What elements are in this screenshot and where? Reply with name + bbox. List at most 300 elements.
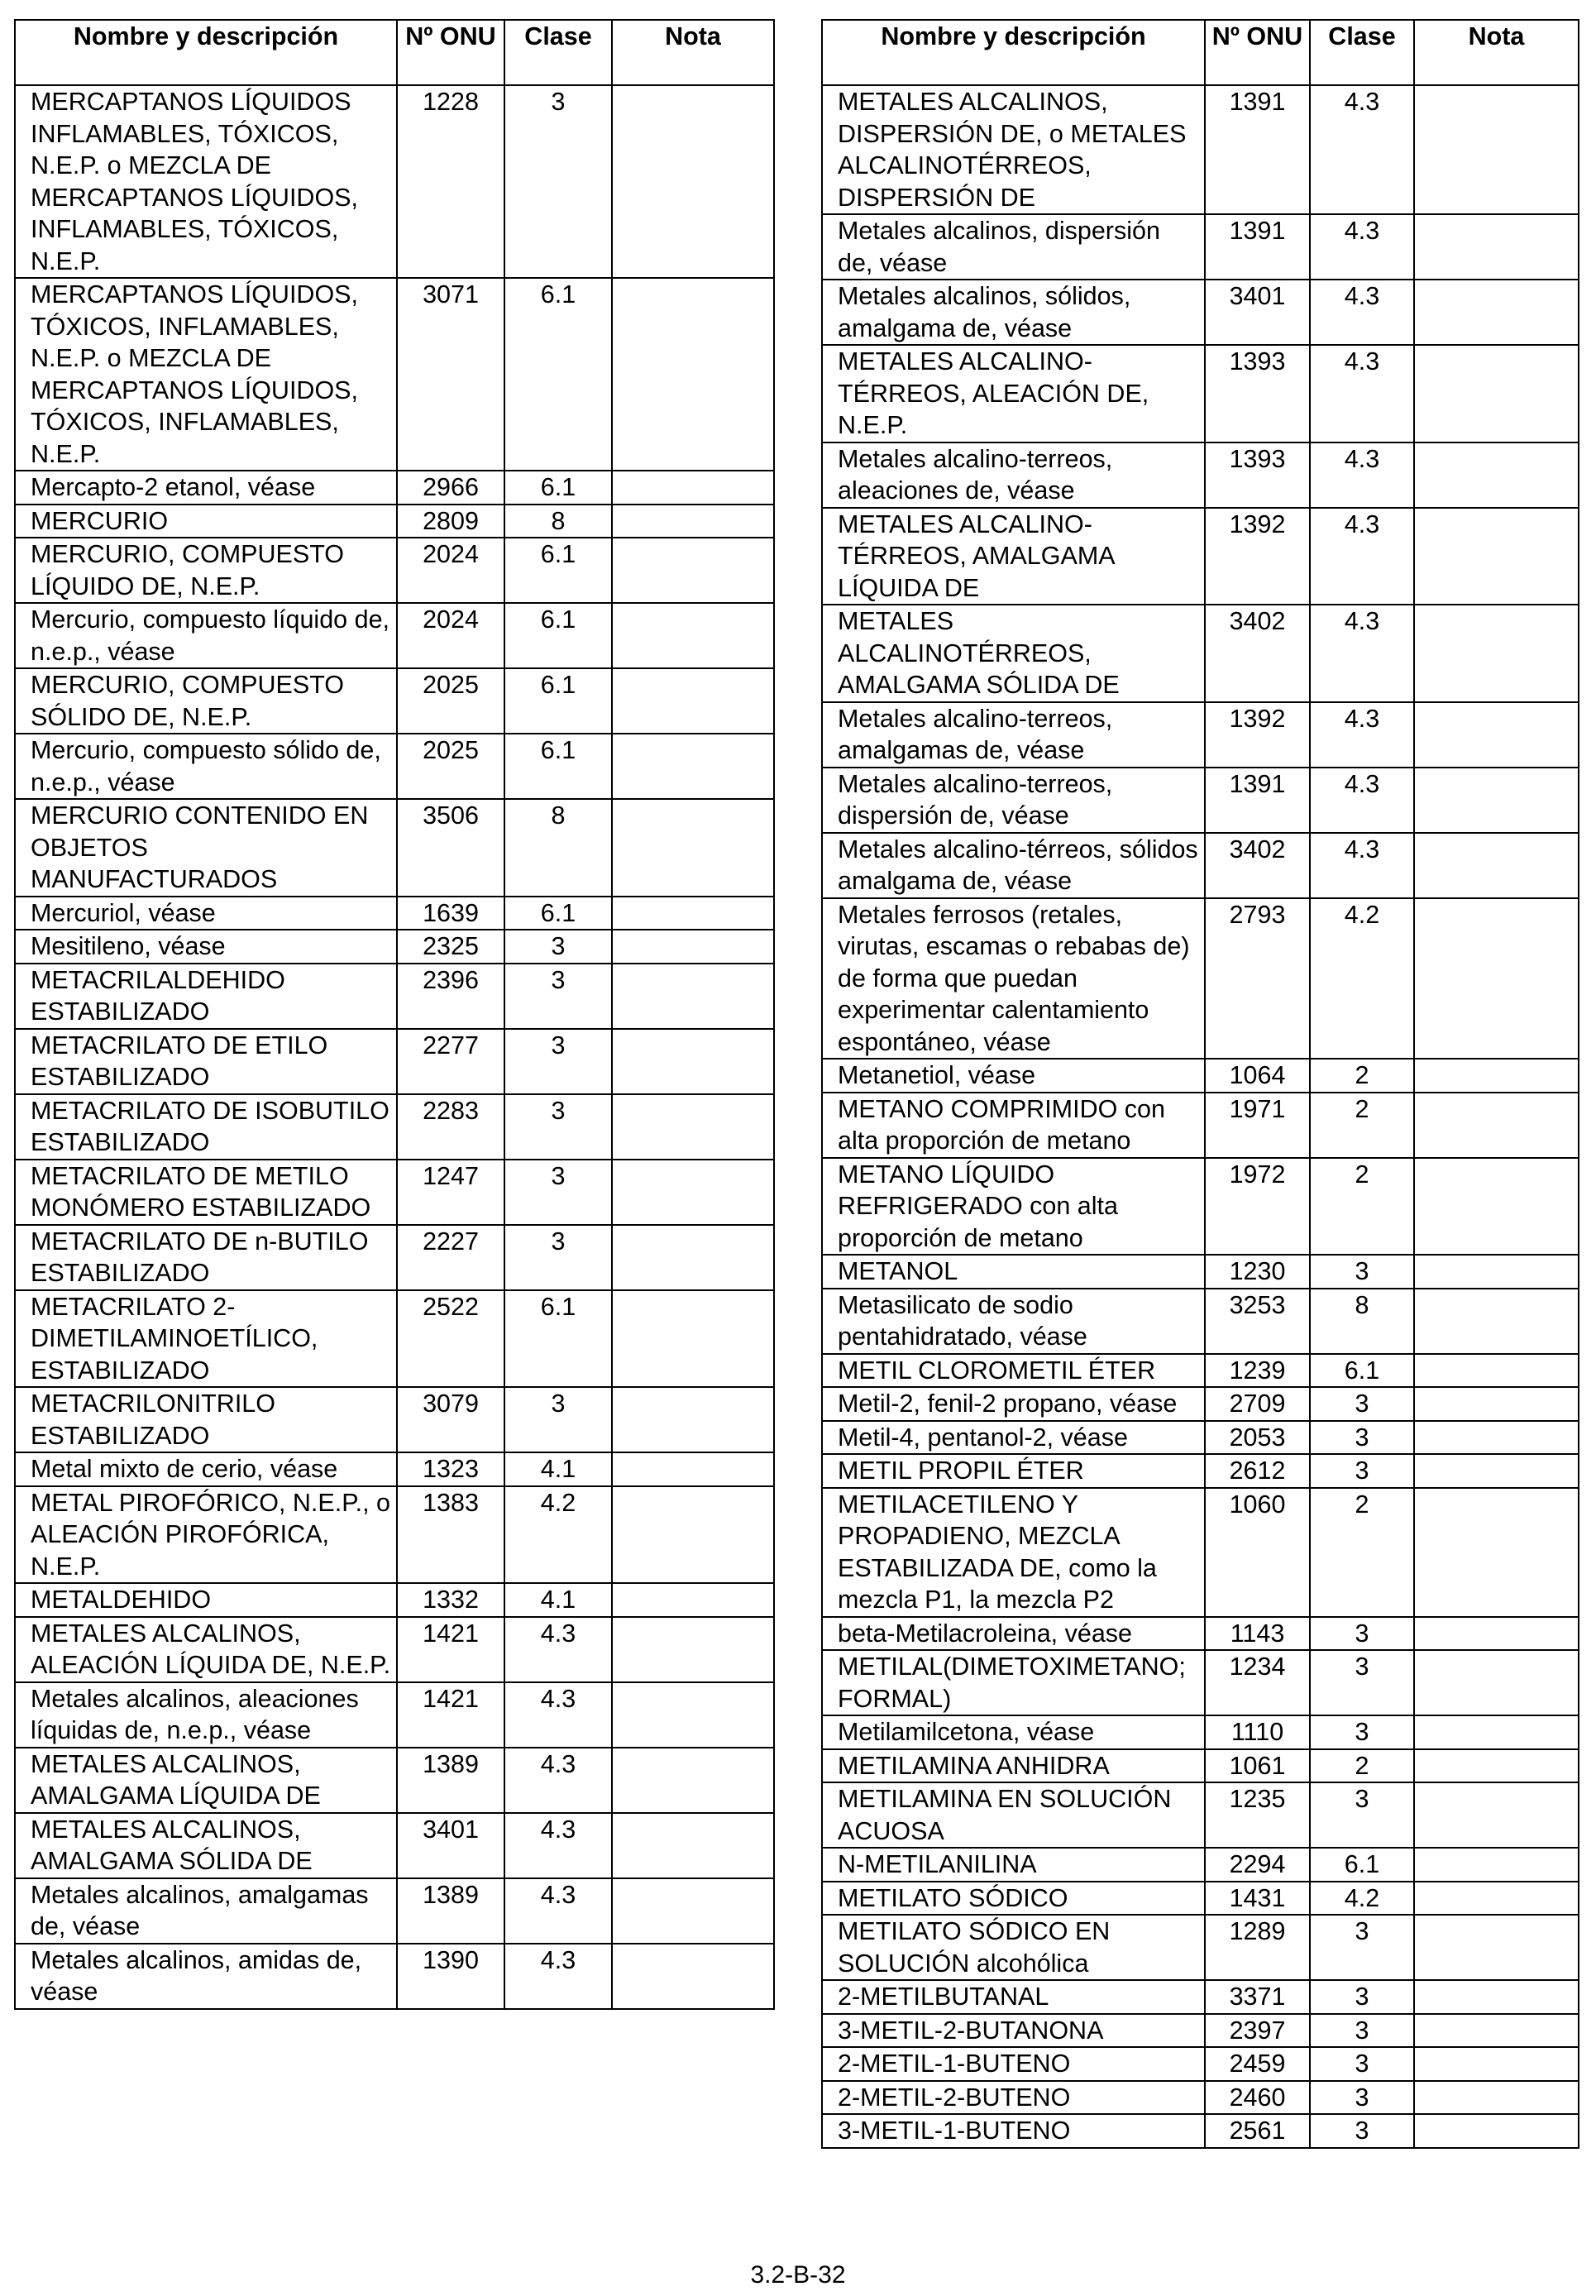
cell-un-number: 1332 <box>397 1583 504 1617</box>
table-row <box>822 214 1579 280</box>
table-row <box>15 1486 774 1584</box>
cell-note <box>612 1290 774 1388</box>
table-row <box>822 2047 1579 2081</box>
cell-name: Metil-4, pentanol-2, véase <box>822 1421 1205 1455</box>
cell-name: METANOL <box>822 1255 1205 1289</box>
table-row <box>15 603 774 668</box>
cell-class: 3 <box>1310 1454 1414 1488</box>
table-row <box>822 1488 1579 1617</box>
cell-class: 4.3 <box>1310 702 1414 768</box>
cell-class: 3 <box>1310 1980 1414 2014</box>
cell-note <box>1414 1882 1579 1916</box>
cell-un-number: 1391 <box>1205 214 1310 280</box>
cell-name: METACRILATO DE n-BUTILO ESTABILIZADO <box>15 1225 397 1290</box>
table-row <box>822 1354 1579 1388</box>
cell-class: 4.3 <box>1310 768 1414 833</box>
cell-un-number: 1393 <box>1205 442 1310 508</box>
cell-name: Metales alcalinos, amalgamas de, véase <box>15 1878 397 1944</box>
cell-note <box>1414 1650 1579 1715</box>
cell-class: 4.3 <box>1310 508 1414 605</box>
cell-name: METALES ALCALINOS, DISPERSIÓN DE, o METALES ALCALINOTÉRREOS, DISPERSIÓN DE <box>822 85 1205 214</box>
cell-class: 3 <box>1310 1715 1414 1749</box>
header-class: Clase <box>504 20 612 85</box>
cell-name: Metales alcalinos, dispersión de, véase <box>822 214 1205 280</box>
cell-name: Metales ferrosos (retales, virutas, escamas o rebabas de) de forma que puedan experimentar calentamiento espontáneo, véase <box>822 898 1205 1060</box>
cell-un-number: 3253 <box>1205 1289 1310 1354</box>
right-goods-table <box>821 19 1579 2149</box>
cell-name: METACRILALDEHIDO ESTABILIZADO <box>15 964 397 1029</box>
cell-un-number: 1421 <box>397 1682 504 1748</box>
cell-class: 3 <box>504 1225 612 1290</box>
table-row <box>15 930 774 964</box>
cell-un-number: 1230 <box>1205 1255 1310 1289</box>
cell-name: METACRILATO 2-DIMETILAMINOETÍLICO, ESTABILIZADO <box>15 1290 397 1388</box>
cell-note <box>1414 898 1579 1060</box>
cell-class: 8 <box>1310 1289 1414 1354</box>
cell-un-number: 1061 <box>1205 1749 1310 1783</box>
cell-note <box>1414 2014 1579 2048</box>
cell-name: METIL CLOROMETIL ÉTER <box>822 1354 1205 1388</box>
cell-class: 6.1 <box>504 471 612 505</box>
cell-name: 2-METIL-2-BUTENO <box>822 2081 1205 2115</box>
cell-un-number: 2024 <box>397 603 504 668</box>
cell-class: 3 <box>504 1387 612 1452</box>
cell-name: METALES ALCALINOS, AMALGAMA SÓLIDA DE <box>15 1813 397 1878</box>
cell-un-number: 2612 <box>1205 1454 1310 1488</box>
cell-un-number: 2809 <box>397 505 504 538</box>
cell-note <box>612 897 774 930</box>
cell-name: METIL PROPIL ÉTER <box>822 1454 1205 1488</box>
table-row <box>15 1452 774 1486</box>
table-row <box>15 278 774 471</box>
cell-class: 3 <box>1310 1255 1414 1289</box>
cell-note <box>1414 85 1579 214</box>
cell-class: 3 <box>1310 2081 1414 2115</box>
table-row <box>822 442 1579 508</box>
cell-class: 2 <box>1310 1158 1414 1256</box>
cell-name: Metales alcalino-terreos, aleaciones de, véase <box>822 442 1205 508</box>
cell-un-number: 2025 <box>397 668 504 734</box>
cell-class: 3 <box>1310 1617 1414 1651</box>
cell-note <box>1414 1059 1579 1093</box>
cell-note <box>1414 1715 1579 1749</box>
cell-un-number: 2283 <box>397 1094 504 1160</box>
cell-note <box>612 1160 774 1225</box>
cell-un-number: 2277 <box>397 1029 504 1094</box>
table-row <box>822 1915 1579 1980</box>
cell-un-number: 1383 <box>397 1486 504 1584</box>
cell-un-number: 2294 <box>1205 1848 1310 1882</box>
table-row <box>822 702 1579 768</box>
cell-name: Metilamilcetona, véase <box>822 1715 1205 1749</box>
cell-class: 2 <box>1310 1059 1414 1093</box>
cell-note <box>1414 1387 1579 1421</box>
cell-name: MERCAPTANOS LÍQUIDOS, TÓXICOS, INFLAMABLES, N.E.P. o MEZCLA DE MERCAPTANOS LÍQUIDOS, TÓXICOS, INFLAMABLES, N.E.P. <box>15 278 397 471</box>
cell-note <box>612 1813 774 1878</box>
cell-note <box>612 1029 774 1094</box>
cell-class: 3 <box>504 1094 612 1160</box>
cell-note <box>1414 1454 1579 1488</box>
cell-class: 3 <box>1310 2047 1414 2081</box>
table-row <box>822 1255 1579 1289</box>
cell-un-number: 1228 <box>397 85 504 278</box>
left-table-body <box>15 85 774 2009</box>
cell-name: Mercurio, compuesto líquido de, n.e.p., véase <box>15 603 397 668</box>
table-row <box>822 1387 1579 1421</box>
cell-name: METACRILATO DE ISOBUTILO ESTABILIZADO <box>15 1094 397 1160</box>
cell-note <box>1414 1980 1579 2014</box>
cell-note <box>1414 1289 1579 1354</box>
cell-name: METALES ALCALINOTÉRREOS, AMALGAMA SÓLIDA DE <box>822 605 1205 702</box>
cell-name: METILATO SÓDICO <box>822 1882 1205 1916</box>
cell-name: METALES ALCALINO-TÉRREOS, AMALGAMA LÍQUIDA DE <box>822 508 1205 605</box>
table-row <box>15 1813 774 1878</box>
table-row <box>15 1878 774 1944</box>
table-row <box>15 897 774 930</box>
cell-name: METAL PIROFÓRICO, N.E.P., o ALEACIÓN PIROFÓRICA, N.E.P. <box>15 1486 397 1584</box>
cell-note <box>1414 508 1579 605</box>
cell-note <box>612 1387 774 1452</box>
cell-note <box>1414 1617 1579 1651</box>
table-row <box>15 1617 774 1682</box>
cell-name: METILACETILENO Y PROPADIENO, MEZCLA ESTABILIZADA DE, como la mezcla P1, la mezcla P2 <box>822 1488 1205 1617</box>
table-row <box>15 1029 774 1094</box>
cell-class: 4.3 <box>504 1682 612 1748</box>
table-row <box>822 1848 1579 1882</box>
cell-class: 3 <box>1310 1782 1414 1848</box>
cell-note <box>1414 1915 1579 1980</box>
cell-un-number: 2024 <box>397 538 504 603</box>
cell-note <box>1414 280 1579 345</box>
cell-class: 4.3 <box>504 1617 612 1682</box>
cell-un-number: 2561 <box>1205 2114 1310 2148</box>
cell-class: 3 <box>504 85 612 278</box>
table-row <box>822 833 1579 898</box>
cell-note <box>1414 1158 1579 1256</box>
left-goods-table <box>14 19 775 2010</box>
cell-name: MERCURIO, COMPUESTO LÍQUIDO DE, N.E.P. <box>15 538 397 603</box>
table-row <box>822 1454 1579 1488</box>
cell-class: 6.1 <box>504 668 612 734</box>
cell-un-number: 1289 <box>1205 1915 1310 1980</box>
cell-class: 3 <box>504 1029 612 1094</box>
cell-note <box>612 538 774 603</box>
cell-class: 3 <box>1310 1650 1414 1715</box>
cell-note <box>612 1748 774 1813</box>
cell-note <box>612 1682 774 1748</box>
cell-name: METILAL(DIMETOXIMETANO; FORMAL) <box>822 1650 1205 1715</box>
cell-note <box>1414 1255 1579 1289</box>
table-row <box>15 799 774 897</box>
cell-class: 3 <box>504 930 612 964</box>
table-row <box>15 668 774 734</box>
cell-name: METACRILONITRILO ESTABILIZADO <box>15 1387 397 1452</box>
cell-name: METILAMINA EN SOLUCIÓN ACUOSA <box>822 1782 1205 1848</box>
table-row <box>822 1882 1579 1916</box>
cell-un-number: 3401 <box>397 1813 504 1878</box>
cell-name: Metales alcalinos, sólidos, amalgama de, véase <box>822 280 1205 345</box>
cell-note <box>612 930 774 964</box>
table-row <box>822 1715 1579 1749</box>
cell-name: Metales alcalino-terreos, dispersión de, véase <box>822 768 1205 833</box>
cell-class: 3 <box>1310 2014 1414 2048</box>
cell-note <box>612 1878 774 1944</box>
cell-un-number: 1143 <box>1205 1617 1310 1651</box>
cell-un-number: 2227 <box>397 1225 504 1290</box>
cell-name: Metasilicato de sodio pentahidratado, véase <box>822 1289 1205 1354</box>
cell-name: METALES ALCALINOS, ALEACIÓN LÍQUIDA DE, N.E.P. <box>15 1617 397 1682</box>
table-row <box>15 1944 774 2009</box>
cell-class: 4.1 <box>504 1583 612 1617</box>
cell-name: METACRILATO DE METILO MONÓMERO ESTABILIZADO <box>15 1160 397 1225</box>
header-un-number: Nº ONU <box>397 20 504 85</box>
table-row <box>822 1059 1579 1093</box>
cell-un-number: 3402 <box>1205 605 1310 702</box>
cell-class: 4.3 <box>1310 345 1414 442</box>
cell-un-number: 1110 <box>1205 1715 1310 1749</box>
cell-un-number: 1389 <box>397 1878 504 1944</box>
table-row <box>822 85 1579 214</box>
cell-name: Metil-2, fenil-2 propano, véase <box>822 1387 1205 1421</box>
cell-un-number: 3079 <box>397 1387 504 1452</box>
cell-name: MERCURIO <box>15 505 397 538</box>
cell-note <box>1414 442 1579 508</box>
header-note: Nota <box>612 20 774 85</box>
table-row <box>822 2014 1579 2048</box>
table-row <box>822 2114 1579 2148</box>
cell-note <box>612 668 774 734</box>
table-row <box>822 1093 1579 1158</box>
cell-name: Metales alcalino-terreos, amalgamas de, véase <box>822 702 1205 768</box>
cell-un-number: 2460 <box>1205 2081 1310 2115</box>
cell-class: 6.1 <box>504 538 612 603</box>
cell-un-number: 1235 <box>1205 1782 1310 1848</box>
cell-un-number: 1639 <box>397 897 504 930</box>
cell-name: Metanetiol, véase <box>822 1059 1205 1093</box>
cell-un-number: 2709 <box>1205 1387 1310 1421</box>
cell-class: 3 <box>1310 1915 1414 1980</box>
cell-name: MERCURIO CONTENIDO EN OBJETOS MANUFACTURADOS <box>15 799 397 897</box>
cell-class: 4.3 <box>1310 85 1414 214</box>
cell-class: 4.3 <box>1310 833 1414 898</box>
cell-name: METALES ALCALINOS, AMALGAMA LÍQUIDA DE <box>15 1748 397 1813</box>
cell-note <box>612 1617 774 1682</box>
cell-name: MERCURIO, COMPUESTO SÓLIDO DE, N.E.P. <box>15 668 397 734</box>
table-row <box>15 964 774 1029</box>
cell-class: 2 <box>1310 1749 1414 1783</box>
cell-class: 6.1 <box>504 897 612 930</box>
table-row <box>15 1583 774 1617</box>
cell-note <box>1414 1488 1579 1617</box>
header-un-number: Nº ONU <box>1205 20 1310 85</box>
cell-class: 3 <box>1310 1387 1414 1421</box>
cell-note <box>1414 833 1579 898</box>
header-name: Nombre y descripción <box>822 20 1205 85</box>
cell-class: 2 <box>1310 1093 1414 1158</box>
cell-un-number: 1390 <box>397 1944 504 2009</box>
cell-un-number: 1234 <box>1205 1650 1310 1715</box>
cell-un-number: 1392 <box>1205 508 1310 605</box>
cell-class: 4.3 <box>1310 214 1414 280</box>
cell-class: 4.3 <box>504 1944 612 2009</box>
cell-class: 4.2 <box>504 1486 612 1584</box>
cell-class: 6.1 <box>504 603 612 668</box>
cell-class: 6.1 <box>1310 1354 1414 1388</box>
table-header-row <box>15 20 774 85</box>
cell-name: METANO COMPRIMIDO con alta proporción de metano <box>822 1093 1205 1158</box>
table-row <box>15 1748 774 1813</box>
table-row <box>822 605 1579 702</box>
cell-class: 4.3 <box>1310 442 1414 508</box>
cell-note <box>1414 2081 1579 2115</box>
cell-class: 4.2 <box>1310 1882 1414 1916</box>
cell-note <box>612 964 774 1029</box>
cell-un-number: 1391 <box>1205 768 1310 833</box>
cell-note <box>1414 605 1579 702</box>
cell-name: Mercurio, compuesto sólido de, n.e.p., véase <box>15 734 397 799</box>
cell-un-number: 1421 <box>397 1617 504 1682</box>
cell-note <box>612 1452 774 1486</box>
cell-un-number: 1431 <box>1205 1882 1310 1916</box>
cell-class: 3 <box>1310 2114 1414 2148</box>
table-row <box>822 280 1579 345</box>
cell-note <box>1414 1354 1579 1388</box>
table-row <box>822 1782 1579 1848</box>
table-row <box>15 1160 774 1225</box>
cell-note <box>1414 1749 1579 1783</box>
table-row <box>822 2081 1579 2115</box>
cell-name: Metales alcalinos, amidas de, véase <box>15 1944 397 2009</box>
header-class: Clase <box>1310 20 1414 85</box>
cell-un-number: 3401 <box>1205 280 1310 345</box>
cell-class: 3 <box>1310 1421 1414 1455</box>
cell-un-number: 1323 <box>397 1452 504 1486</box>
cell-class: 3 <box>504 1160 612 1225</box>
cell-un-number: 2025 <box>397 734 504 799</box>
cell-un-number: 1391 <box>1205 85 1310 214</box>
cell-note <box>1414 1421 1579 1455</box>
cell-class: 4.3 <box>1310 605 1414 702</box>
cell-un-number: 2966 <box>397 471 504 505</box>
cell-name: 2-METIL-1-BUTENO <box>822 2047 1205 2081</box>
cell-name: METILATO SÓDICO EN SOLUCIÓN alcohólica <box>822 1915 1205 1980</box>
cell-class: 4.2 <box>1310 898 1414 1060</box>
table-row <box>15 505 774 538</box>
cell-note <box>612 1486 774 1584</box>
cell-note <box>1414 1093 1579 1158</box>
cell-note <box>612 85 774 278</box>
table-header-row <box>822 20 1579 85</box>
table-row <box>15 734 774 799</box>
cell-un-number: 3506 <box>397 799 504 897</box>
table-row <box>822 1421 1579 1455</box>
table-row <box>822 898 1579 1060</box>
cell-note <box>1414 1782 1579 1848</box>
cell-un-number: 2459 <box>1205 2047 1310 2081</box>
cell-class: 4.3 <box>504 1878 612 1944</box>
table-row <box>15 1682 774 1748</box>
cell-un-number: 1389 <box>397 1748 504 1813</box>
table-row <box>15 85 774 278</box>
table-row <box>15 1387 774 1452</box>
table-row <box>822 1289 1579 1354</box>
cell-note <box>612 799 774 897</box>
cell-un-number: 3371 <box>1205 1980 1310 2014</box>
table-row <box>822 1158 1579 1256</box>
cell-class: 8 <box>504 799 612 897</box>
table-row <box>822 345 1579 442</box>
cell-name: METACRILATO DE ETILO ESTABILIZADO <box>15 1029 397 1094</box>
cell-name: MERCAPTANOS LÍQUIDOS INFLAMABLES, TÓXICOS, N.E.P. o MEZCLA DE MERCAPTANOS LÍQUIDOS, INFLAMABLES, TÓXICOS, N.E.P. <box>15 85 397 278</box>
cell-un-number: 3071 <box>397 278 504 471</box>
cell-class: 4.3 <box>1310 280 1414 345</box>
cell-un-number: 3402 <box>1205 833 1310 898</box>
table-row <box>15 1290 774 1388</box>
cell-un-number: 1972 <box>1205 1158 1310 1256</box>
cell-un-number: 1971 <box>1205 1093 1310 1158</box>
cell-name: N-METILANILINA <box>822 1848 1205 1882</box>
table-row <box>822 1749 1579 1783</box>
cell-un-number: 2396 <box>397 964 504 1029</box>
cell-note <box>1414 2047 1579 2081</box>
cell-note <box>612 734 774 799</box>
cell-class: 6.1 <box>504 1290 612 1388</box>
cell-name: beta-Metilacroleina, véase <box>822 1617 1205 1651</box>
cell-class: 6.1 <box>504 734 612 799</box>
cell-name: Mercapto-2 etanol, véase <box>15 471 397 505</box>
cell-un-number: 2793 <box>1205 898 1310 1060</box>
cell-name: 3-METIL-1-BUTENO <box>822 2114 1205 2148</box>
cell-note <box>612 1225 774 1290</box>
cell-note <box>612 471 774 505</box>
cell-name: METANO LÍQUIDO REFRIGERADO con alta proporción de metano <box>822 1158 1205 1256</box>
cell-note <box>1414 768 1579 833</box>
cell-class: 4.3 <box>504 1748 612 1813</box>
table-row <box>822 768 1579 833</box>
cell-name: METILAMINA ANHIDRA <box>822 1749 1205 1783</box>
cell-name: Metales alcalino-térreos, sólidos amalgama de, véase <box>822 833 1205 898</box>
cell-name: Metales alcalinos, aleaciones líquidas de, n.e.p., véase <box>15 1682 397 1748</box>
table-row <box>822 1650 1579 1715</box>
cell-class: 2 <box>1310 1488 1414 1617</box>
cell-note <box>1414 345 1579 442</box>
header-name: Nombre y descripción <box>15 20 397 85</box>
cell-note <box>612 278 774 471</box>
cell-name: Mesitileno, véase <box>15 930 397 964</box>
cell-note <box>612 1944 774 2009</box>
cell-note <box>1414 702 1579 768</box>
cell-note <box>612 1094 774 1160</box>
cell-name: METALDEHIDO <box>15 1583 397 1617</box>
cell-name: 3-METIL-2-BUTANONA <box>822 2014 1205 2048</box>
cell-note <box>612 505 774 538</box>
cell-note <box>1414 2114 1579 2148</box>
cell-name: 2-METILBUTANAL <box>822 1980 1205 2014</box>
cell-class: 6.1 <box>504 278 612 471</box>
cell-class: 8 <box>504 505 612 538</box>
right-table-body <box>822 85 1579 2148</box>
cell-name: METALES ALCALINO-TÉRREOS, ALEACIÓN DE, N.E.P. <box>822 345 1205 442</box>
cell-class: 3 <box>504 964 612 1029</box>
cell-note <box>1414 214 1579 280</box>
cell-un-number: 1239 <box>1205 1354 1310 1388</box>
cell-note <box>612 1583 774 1617</box>
cell-un-number: 1060 <box>1205 1488 1310 1617</box>
cell-name: Mercuriol, véase <box>15 897 397 930</box>
table-row <box>15 471 774 505</box>
table-row <box>15 538 774 603</box>
cell-class: 4.1 <box>504 1452 612 1486</box>
